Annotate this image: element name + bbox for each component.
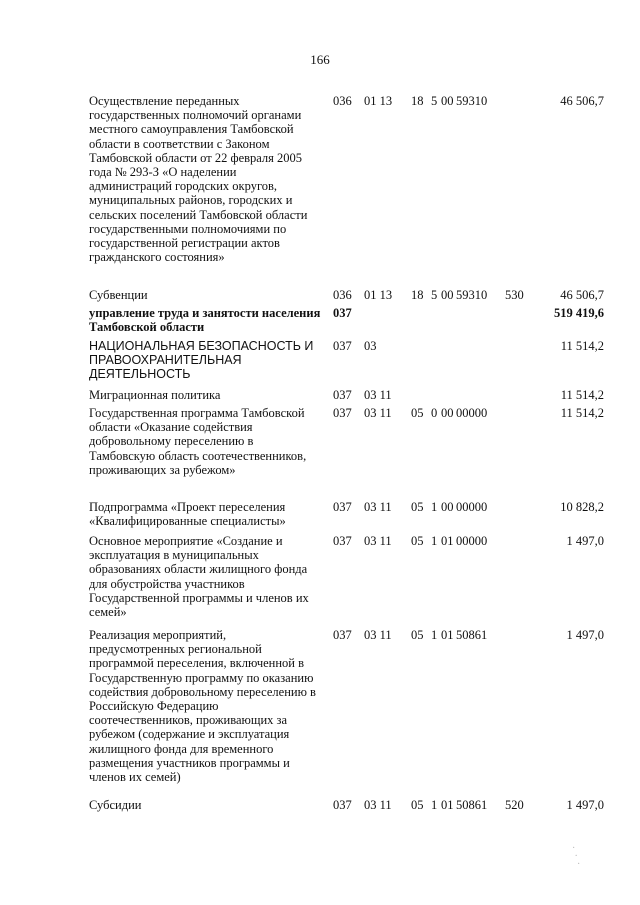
target-code-event: 01 xyxy=(441,534,454,548)
amount: 1 497,0 xyxy=(566,628,604,642)
target-code-subprogram: 5 xyxy=(431,288,438,302)
target-code-program: 18 xyxy=(411,288,424,302)
target-code-subprogram: 1 xyxy=(431,798,438,812)
target-code-direction: 50861 xyxy=(456,798,488,812)
target-code-event: 00 xyxy=(441,94,454,108)
target-code-subprogram: 1 xyxy=(431,500,438,514)
section-code: 03 11 xyxy=(364,388,392,402)
section-code: 01 13 xyxy=(364,94,393,108)
target-code-program: 05 xyxy=(411,500,424,514)
amount: 1 497,0 xyxy=(566,798,604,812)
ved-code: 037 xyxy=(333,339,352,353)
row-name: Государственная программа Тамбовской области «Оказание содействия добровольному переселению в Тамбовскую область соотечественников, проживающих за рубежом» xyxy=(89,406,307,477)
section-code: 03 11 xyxy=(364,500,392,514)
section-code: 03 11 xyxy=(364,798,392,812)
target-code-direction: 00000 xyxy=(456,500,488,514)
target-code-event: 00 xyxy=(441,288,454,302)
section-code: 01 13 xyxy=(364,288,393,302)
target-code-event: 01 xyxy=(441,798,454,812)
expense-type-code: 530 xyxy=(505,288,524,302)
target-code-direction: 00000 xyxy=(456,406,488,420)
amount: 519 419,6 xyxy=(554,306,604,320)
section-code: 03 11 xyxy=(364,406,392,420)
target-code-program: 18 xyxy=(411,94,424,108)
amount: 10 828,2 xyxy=(560,500,604,514)
row-name: Субвенции xyxy=(89,288,148,302)
section-code: 03 11 xyxy=(364,628,392,642)
target-code-direction: 59310 xyxy=(456,94,488,108)
section-code: 03 11 xyxy=(364,534,392,548)
ved-code: 037 xyxy=(333,534,352,548)
target-code-subprogram: 1 xyxy=(431,534,438,548)
ved-code: 037 xyxy=(333,388,352,402)
row-name: Субсидии xyxy=(89,798,142,812)
section-code: 03 xyxy=(364,339,377,353)
row-name: Осуществление переданных государственных полномочий органами местного самоуправления Тамбовской области в соответствии с Законом Тамбовской области от 22 февраля 2005 года № 293-З «О наделении администраций городских округов, муниципальных районов, городских и сельских поселений Тамбовской области государственными полномочиями по государственной регистрации актов гражданского состояния» xyxy=(89,94,308,265)
amount: 46 506,7 xyxy=(560,288,604,302)
target-code-event: 00 xyxy=(441,500,454,514)
target-code-program: 05 xyxy=(411,406,424,420)
row-name: Реализация мероприятий, предусмотренных региональной программой переселения, включенной в Государственную программу по оказанию содействия добровольному переселению в Российскую Федерацию соотечественников, проживающих за рубежом (содержание и эксплуатация жилищного фонда для временного размещения участников программы и членов их семей) xyxy=(89,628,316,785)
amount: 11 514,2 xyxy=(560,339,604,353)
ved-code: 037 xyxy=(333,406,352,420)
ved-code: 037 xyxy=(333,306,352,320)
amount: 11 514,2 xyxy=(560,406,604,420)
scan-marks: · · · xyxy=(572,843,581,870)
page-number: 166 xyxy=(310,52,330,67)
row-name: управление труда и занятости населения Тамбовской области xyxy=(89,306,321,335)
target-code-direction: 00000 xyxy=(456,534,488,548)
ved-code: 037 xyxy=(333,628,352,642)
target-code-subprogram: 5 xyxy=(431,94,438,108)
amount: 1 497,0 xyxy=(566,534,604,548)
target-code-subprogram: 0 xyxy=(431,406,438,420)
row-name: Подпрограмма «Проект переселения «Квалифицированные специалисты» xyxy=(89,500,286,529)
target-code-subprogram: 1 xyxy=(431,628,438,642)
target-code-program: 05 xyxy=(411,798,424,812)
row-name: Основное мероприятие «Создание и эксплуатация в муниципальных образованиях области жилищного фонда для обустройства участников Государственной программы и членов их семей» xyxy=(89,534,309,620)
target-code-program: 05 xyxy=(411,534,424,548)
target-code-program: 05 xyxy=(411,628,424,642)
ved-code: 037 xyxy=(333,798,352,812)
target-code-event: 01 xyxy=(441,628,454,642)
ved-code: 036 xyxy=(333,288,352,302)
expense-type-code: 520 xyxy=(505,798,524,812)
target-code-direction: 50861 xyxy=(456,628,488,642)
target-code-direction: 59310 xyxy=(456,288,488,302)
row-name: Миграционная политика xyxy=(89,388,221,402)
amount: 11 514,2 xyxy=(560,388,604,402)
ved-code: 037 xyxy=(333,500,352,514)
ved-code: 036 xyxy=(333,94,352,108)
target-code-event: 00 xyxy=(441,406,454,420)
amount: 46 506,7 xyxy=(560,94,604,108)
row-name: НАЦИОНАЛЬНАЯ БЕЗОПАСНОСТЬ И ПРАВООХРАНИТЕЛЬНАЯ ДЕЯТЕЛЬНОСТЬ xyxy=(89,339,314,382)
